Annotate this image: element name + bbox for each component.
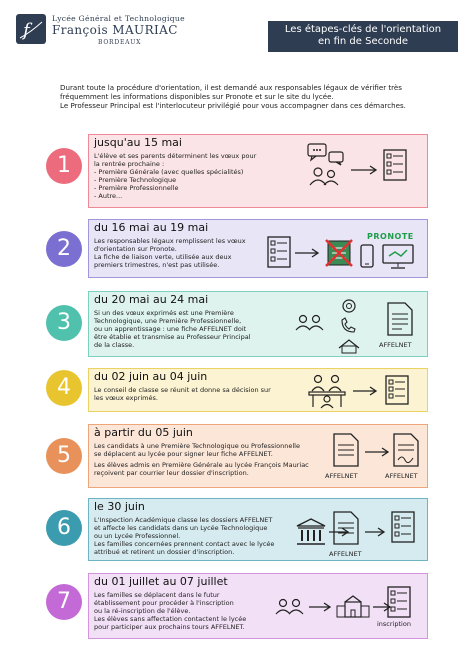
step-6-date: le 30 juin bbox=[94, 500, 145, 513]
step-1-line: la rentrée prochaine : bbox=[94, 160, 165, 168]
step-7-text bbox=[94, 591, 264, 631]
step-3-line: être établie et transmise au Professeur Principal bbox=[94, 333, 251, 341]
step-5-number: 5 bbox=[46, 438, 82, 474]
step-6-text bbox=[94, 516, 275, 556]
affelnet-label: AFFELNET bbox=[379, 341, 412, 349]
step-1-line: - Première Professionnelle bbox=[94, 184, 179, 192]
affelnet-form-icon bbox=[387, 302, 413, 336]
step-6-line: L'Inspection Académique classe les dossiers AFFELNET bbox=[94, 516, 273, 524]
title-line-1: Les étapes-clés de l'orientation bbox=[284, 24, 442, 35]
checklist-icon bbox=[385, 375, 409, 405]
step-7-line: Les élèves sans affectation contactent le lycée bbox=[94, 615, 247, 623]
step-5-line: reçoivent par courrier leur dossier d'inscription. bbox=[94, 469, 249, 477]
step-2-number: 2 bbox=[46, 231, 82, 267]
step-1-text bbox=[94, 152, 264, 200]
step-4-number: 4 bbox=[46, 370, 82, 406]
pronote-logo: PRONOTE bbox=[367, 232, 414, 241]
step-6-line: et affecte les candidats dans un Lycée Technologique bbox=[94, 524, 268, 532]
step-3-line: de la classe. bbox=[94, 341, 135, 349]
step-5-line: se déplacent au lycée pour signer leur fiche AFFELNET. bbox=[94, 450, 273, 458]
family-icon bbox=[275, 598, 305, 616]
step-6-line: ou un Lycée Professionnel. bbox=[94, 532, 181, 540]
step-3-text bbox=[94, 309, 264, 349]
step-1-line: - Autre... bbox=[94, 192, 123, 200]
signed-affelnet-form-icon bbox=[393, 433, 419, 467]
step-2-line: Les responsables légaux remplissent les vœux bbox=[94, 237, 246, 245]
checklist-icon bbox=[383, 149, 407, 181]
step-2-line: La fiche de liaison verte, utilisée aux deux bbox=[94, 253, 232, 261]
step-7-line: Les familles se déplacent dans le futur bbox=[94, 591, 220, 599]
step-5-line: Les candidats à une Première Technologique ou Professionnelle bbox=[94, 442, 300, 450]
contact-icons bbox=[337, 298, 363, 354]
inscription-form-icon bbox=[387, 586, 411, 618]
checklist-icon bbox=[267, 236, 291, 268]
step-4-line: les vœux exprimés. bbox=[94, 394, 158, 402]
affelnet-label: AFFELNET bbox=[325, 472, 358, 480]
step-4-date: du 02 juin au 04 juin bbox=[94, 370, 208, 383]
step-6-card bbox=[88, 498, 428, 561]
page-title bbox=[268, 21, 458, 52]
people-icon bbox=[295, 314, 325, 332]
step-2-text bbox=[94, 237, 264, 269]
step-4-line: Le conseil de classe se réunit et donne sa décision sur bbox=[94, 386, 271, 394]
step-7-line: pour participer aux prochains tours AFFELNET. bbox=[94, 623, 245, 631]
affelnet-label: AFFELNET bbox=[329, 550, 362, 558]
affelnet-form-icon bbox=[333, 511, 359, 545]
step-2-date: du 16 mai au 19 mai bbox=[94, 221, 209, 234]
inscription-label: inscription bbox=[377, 620, 411, 628]
step-7-date: du 01 juillet au 07 juillet bbox=[94, 575, 228, 588]
step-3-date: du 20 mai au 24 mai bbox=[94, 293, 209, 306]
logo-emblem-icon bbox=[16, 14, 46, 44]
step-1-card bbox=[88, 134, 428, 208]
step-5-date: à partir du 05 juin bbox=[94, 426, 193, 439]
step-5-card bbox=[88, 424, 428, 488]
step-3-card bbox=[88, 291, 428, 357]
step-3-line: Si un des vœux exprimés est une Première bbox=[94, 309, 234, 317]
arrow-icon bbox=[295, 248, 321, 258]
arrow-icon bbox=[365, 527, 387, 537]
step-2-line: premiers trimestres, n'est pas utilisée. bbox=[94, 261, 220, 269]
academy-building-icon bbox=[295, 517, 327, 547]
arrow-icon bbox=[309, 602, 333, 612]
discussion-family-icon bbox=[305, 143, 347, 189]
title-line-2: en fin de Seconde bbox=[317, 36, 409, 47]
step-1-line: - Première Générale (avec quelles spécialités) bbox=[94, 168, 244, 176]
step-2-line: d'orientation sur Pronote. bbox=[94, 245, 177, 253]
step-7-number: 7 bbox=[46, 584, 82, 620]
arrow-icon bbox=[365, 447, 391, 457]
affelnet-label: AFFELNET bbox=[385, 472, 418, 480]
step-7-card bbox=[88, 573, 428, 639]
school-building-icon bbox=[335, 594, 371, 618]
arrow-icon bbox=[353, 386, 379, 396]
step-5-line: Les élèves admis en Première Générale au lycée François Mauriac bbox=[94, 461, 309, 469]
step-6-number: 6 bbox=[46, 510, 82, 546]
step-1-number: 1 bbox=[46, 148, 82, 184]
step-6-line: attribué et retirent un dossier d'inscription. bbox=[94, 548, 235, 556]
step-3-number: 3 bbox=[46, 305, 82, 341]
intro-line-2: fréquemment les informations disponibles sur Pronote et sur le site du lycée. bbox=[60, 92, 334, 101]
step-1-date: jusqu'au 15 mai bbox=[94, 136, 182, 149]
intro-paragraph bbox=[60, 83, 460, 110]
step-3-line: Technologique, une Première Professionnelle, bbox=[94, 317, 242, 325]
affelnet-form-icon bbox=[333, 433, 359, 467]
step-7-line: ou la ré-inscription de l'élève. bbox=[94, 607, 191, 615]
step-4-text bbox=[94, 386, 271, 402]
checklist-icon bbox=[391, 511, 415, 543]
phone-icon bbox=[359, 244, 375, 268]
arrow-icon bbox=[351, 165, 379, 175]
school-type: Lycée Général et Technologique bbox=[52, 14, 185, 23]
computer-icon bbox=[381, 244, 415, 270]
step-4-card bbox=[88, 368, 428, 412]
step-6-line: Les familles concernées prennent contact avec le lycée bbox=[94, 540, 275, 548]
step-3-line: ou un apprentissage : une fiche AFFELNET doit bbox=[94, 325, 247, 333]
school-city: BORDEAUX bbox=[98, 39, 142, 46]
crossed-out-green-form-icon bbox=[325, 238, 353, 268]
school-logo bbox=[16, 12, 196, 48]
step-7-line: établissement pour procéder à l'inscription bbox=[94, 599, 234, 607]
intro-line-3: Le Professeur Principal est l'interlocuteur privilégié pour vous accompagner dans ces démarches. bbox=[60, 101, 406, 110]
intro-line-1: Durant toute la procédure d'orientation, il est demandé aux responsables légaux de vérifier très bbox=[60, 83, 402, 92]
meeting-icon bbox=[307, 373, 347, 409]
step-1-line: L'élève et ses parents déterminent les vœux pour bbox=[94, 152, 257, 160]
svg-text:f: f bbox=[23, 20, 30, 41]
school-name: François MAURIAC bbox=[52, 23, 178, 37]
step-2-card bbox=[88, 219, 428, 278]
step-5-text bbox=[94, 442, 309, 477]
step-1-line: - Première Technologique bbox=[94, 176, 177, 184]
